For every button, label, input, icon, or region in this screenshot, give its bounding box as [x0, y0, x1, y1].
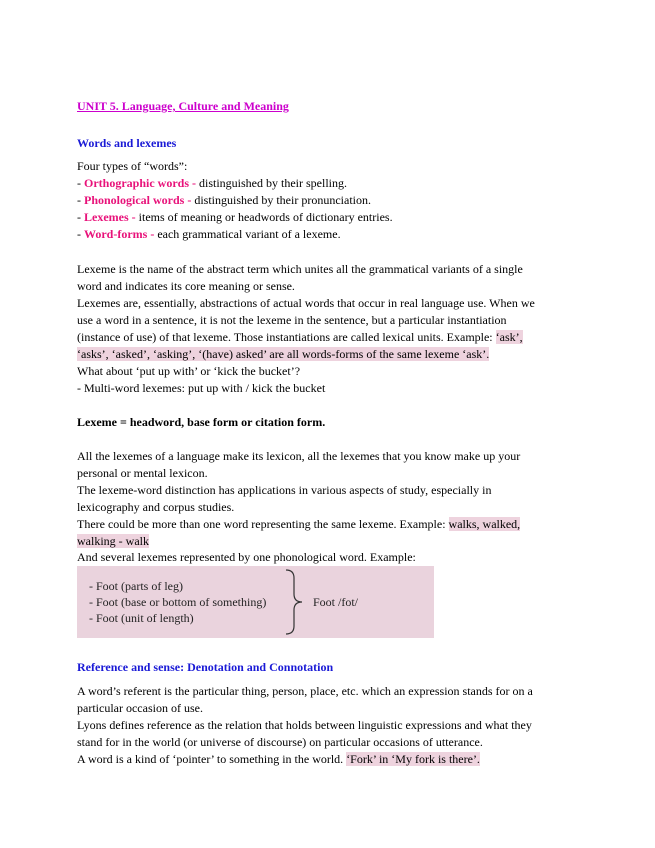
- highlighted-example: walking - walk: [77, 534, 149, 548]
- highlighted-example: walks, walked,: [448, 517, 521, 531]
- paragraph-line: Lexeme is the name of the abstract term which unites all the grammatical variants of a single: [77, 262, 523, 276]
- paragraph-line: Lyons defines reference as the relation that holds between linguistic expressions and what they: [77, 718, 532, 732]
- figure-item: - Foot (base or bottom of something): [89, 595, 267, 609]
- paragraph-line: The lexeme-word distinction has applications in various aspects of study, especially in: [77, 483, 492, 497]
- paragraph-line: - Multi-word lexemes: put up with / kick the bucket: [77, 381, 326, 395]
- paragraph-line: And several lexemes represented by one phonological word. Example:: [77, 550, 416, 564]
- paragraph-line: particular occasion of use.: [77, 701, 203, 715]
- section-heading-words-lexemes: Words and lexemes: [77, 136, 177, 150]
- word-type-item: [77, 175, 347, 191]
- bullet-prefix: -: [77, 193, 84, 207]
- highlighted-example: ‘Fork’ in ‘My fork is there’.: [346, 752, 480, 766]
- figure-item: - Foot (unit of length): [89, 611, 194, 625]
- bullet-prefix: -: [77, 210, 84, 224]
- paragraph-line: [77, 533, 149, 549]
- paragraph-line: All the lexemes of a language make its lexicon, all the lexemes that you know make up your: [77, 449, 521, 463]
- foot-example-figure: [77, 566, 434, 638]
- paragraph-line: A word’s referent is the particular thing, person, place, etc. which an expression stands for on a: [77, 684, 533, 698]
- word-type-term: Orthographic words -: [84, 176, 196, 190]
- paragraph-line: [77, 329, 523, 345]
- word-type-desc: items of meaning or headwords of dictionary entries.: [135, 210, 393, 224]
- paragraph-line: [77, 516, 520, 532]
- plain-text: A word is a kind of ‘pointer’ to something in the world.: [77, 752, 347, 766]
- word-type-item: [77, 226, 341, 242]
- types-intro: Four types of “words”:: [77, 159, 188, 173]
- word-type-item: [77, 209, 393, 225]
- paragraph-line: stand for in the world (or universe of discourse) on particular occasions of utterance.: [77, 735, 483, 749]
- word-type-term: Phonological words -: [84, 193, 192, 207]
- plain-text: (instance of use) of that lexeme. Those instantiations are called lexical units. Example:: [77, 330, 496, 344]
- plain-text: There could be more than one word representing the same lexeme. Example:: [77, 517, 449, 531]
- word-type-item: [77, 192, 371, 208]
- word-type-term: Word-forms -: [84, 227, 155, 241]
- paragraph-line: [77, 346, 489, 362]
- highlighted-example: ‘ask’,: [495, 330, 523, 344]
- paragraph-line: use a word in a sentence, it is not the lexeme in the sentence, but a particular instantiation: [77, 313, 507, 327]
- section-heading-reference-sense: Reference and sense: Denotation and Connotation: [77, 660, 334, 674]
- right-brace-icon: [282, 568, 308, 636]
- paragraph-line: Lexemes are, essentially, abstractions of actual words that occur in real language use. When we: [77, 296, 535, 310]
- figure-result: Foot /fot/: [313, 595, 359, 609]
- word-type-desc: distinguished by their spelling.: [196, 176, 347, 190]
- word-type-desc: distinguished by their pronunciation.: [191, 193, 371, 207]
- highlighted-example: ‘asks’, ‘asked’, ‘asking’, ‘(have) asked’ are all words-forms of the same lexeme ‘ask’.: [77, 347, 490, 361]
- paragraph-line: [77, 751, 480, 767]
- paragraph-line: What about ‘put up with’ or ‘kick the bucket’?: [77, 364, 301, 378]
- paragraph-line: personal or mental lexicon.: [77, 466, 208, 480]
- bullet-prefix: -: [77, 176, 84, 190]
- figure-item: - Foot (parts of leg): [89, 579, 183, 593]
- bullet-prefix: -: [77, 227, 84, 241]
- paragraph-line: lexicography and corpus studies.: [77, 500, 235, 514]
- unit-title: UNIT 5. Language, Culture and Meaning: [77, 99, 289, 113]
- lexeme-definition: Lexeme = headword, base form or citation form.: [77, 415, 326, 429]
- paragraph-line: word and indicates its core meaning or sense.: [77, 279, 295, 293]
- word-type-desc: each grammatical variant of a lexeme.: [154, 227, 341, 241]
- word-type-term: Lexemes -: [84, 210, 136, 224]
